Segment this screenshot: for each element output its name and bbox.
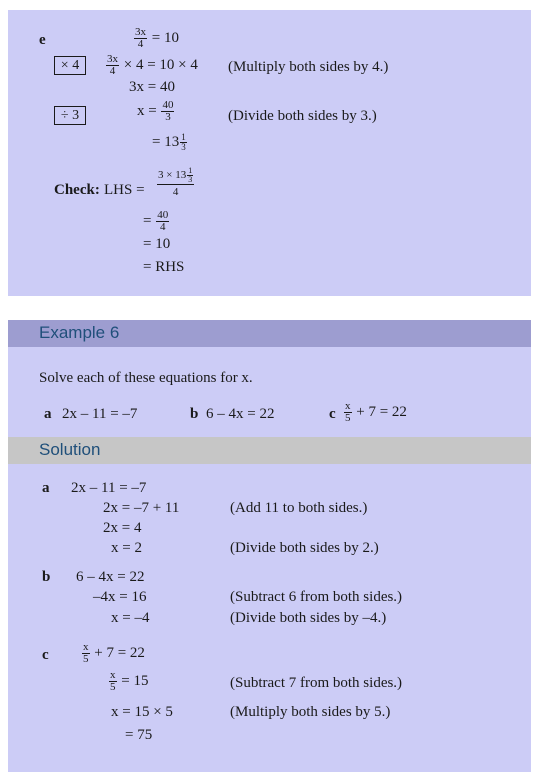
solution-b-line-3: x = –4: [111, 610, 150, 626]
solution-header: [8, 437, 531, 464]
solution-b-line-1: 6 – 4x = 22: [76, 569, 145, 585]
fraction-x-over-5: $\frac{x}{5}$: [110, 669, 116, 693]
question-c-label: c: [329, 406, 336, 422]
check-lhs: LHS =: [104, 182, 145, 198]
question-b-label: b: [190, 406, 199, 422]
question-c-equation: $\frac{x}{5}$ + 7 = 22: [345, 400, 407, 424]
part-e-label: e: [39, 32, 46, 48]
solution-a-line-1: 2x – 11 = –7: [71, 480, 147, 496]
note-multiply-by-4: (Multiply both sides by 4.): [228, 59, 389, 75]
solution-a-line-4: x = 2: [111, 540, 142, 556]
check-fraction-body: 3 × 13 $\frac{1}{3}$ 4: [158, 166, 193, 198]
fraction-x-over-5: $\frac{x}{5}$: [83, 641, 89, 665]
equation-line-4: x = $\frac{40}{3}$: [137, 99, 174, 123]
solution-a-line-2: 2x = –7 + 11: [103, 500, 180, 516]
divide-by-3-box: ÷ 3: [54, 106, 86, 125]
example-header: [8, 320, 531, 347]
fraction-3x-over-4: $\frac{3x}{4}$: [135, 26, 146, 50]
equation-line-2: $\frac{3x}{4}$ × 4 = 10 × 4: [107, 53, 198, 77]
fraction-40-over-4: $\frac{40}{4}$: [157, 209, 169, 233]
equation-line-3: 3x = 40: [129, 79, 175, 95]
check-label: Check:: [54, 182, 100, 198]
solution-b-label: b: [42, 569, 51, 585]
check-fraction: [156, 167, 195, 199]
solution-a-note-4: (Divide both sides by 2.): [230, 540, 379, 556]
solution-a-note-2: (Add 11 to both sides.): [230, 500, 368, 516]
fraction-x-over-5: $\frac{x}{5}$: [345, 400, 351, 424]
example-prompt: Solve each of these equations for x.: [39, 370, 253, 386]
solution-c-note-3: (Multiply both sides by 5.): [230, 704, 391, 720]
solution-b-note-2: (Subtract 6 from both sides.): [230, 589, 403, 605]
solution-a-line-3: 2x = 4: [103, 520, 142, 536]
solution-b-note-3: (Divide both sides by –4.): [230, 610, 387, 626]
example-6-panel: [8, 320, 531, 772]
solution-a-label: a: [42, 480, 50, 496]
question-b-equation: 6 – 4x = 22: [206, 406, 275, 422]
note-divide-by-3: (Divide both sides by 3.): [228, 108, 377, 124]
solution-b-line-2: –4x = 16: [93, 589, 147, 605]
solution-c-line-3: x = 15 × 5: [111, 704, 173, 720]
fraction-3x-over-4: $\frac{3x}{4}$: [107, 53, 118, 77]
mixed-fraction-one-third: $\frac{1}{3}$: [181, 132, 186, 152]
equation-line-5: = 13 $\frac{1}{3}$: [152, 132, 186, 152]
question-a-equation: 2x – 11 = –7: [62, 406, 138, 422]
worked-part-e-panel: [8, 10, 531, 296]
check-step-4: = RHS: [143, 259, 185, 275]
solution-c-line-2: $\frac{x}{5}$ = 15: [110, 669, 149, 693]
check-step-2: = $\frac{40}{4}$: [143, 209, 169, 233]
check-step-3: = 10: [143, 236, 171, 252]
solution-c-line-4: = 75: [125, 727, 153, 743]
question-a-label: a: [44, 406, 52, 422]
solution-c-label: c: [42, 647, 49, 663]
equation-line-1: $\frac{3x}{4}$ = 10: [135, 26, 179, 50]
fraction-40-over-3: $\frac{40}{3}$: [162, 99, 174, 123]
solution-c-line-1: $\frac{x}{5}$ + 7 = 22: [83, 641, 145, 665]
solution-c-note-2: (Subtract 7 from both sides.): [230, 675, 403, 691]
solution-title: Solution: [39, 440, 101, 459]
multiply-by-4-box: × 4: [54, 56, 86, 75]
example-title: Example 6: [39, 323, 120, 342]
